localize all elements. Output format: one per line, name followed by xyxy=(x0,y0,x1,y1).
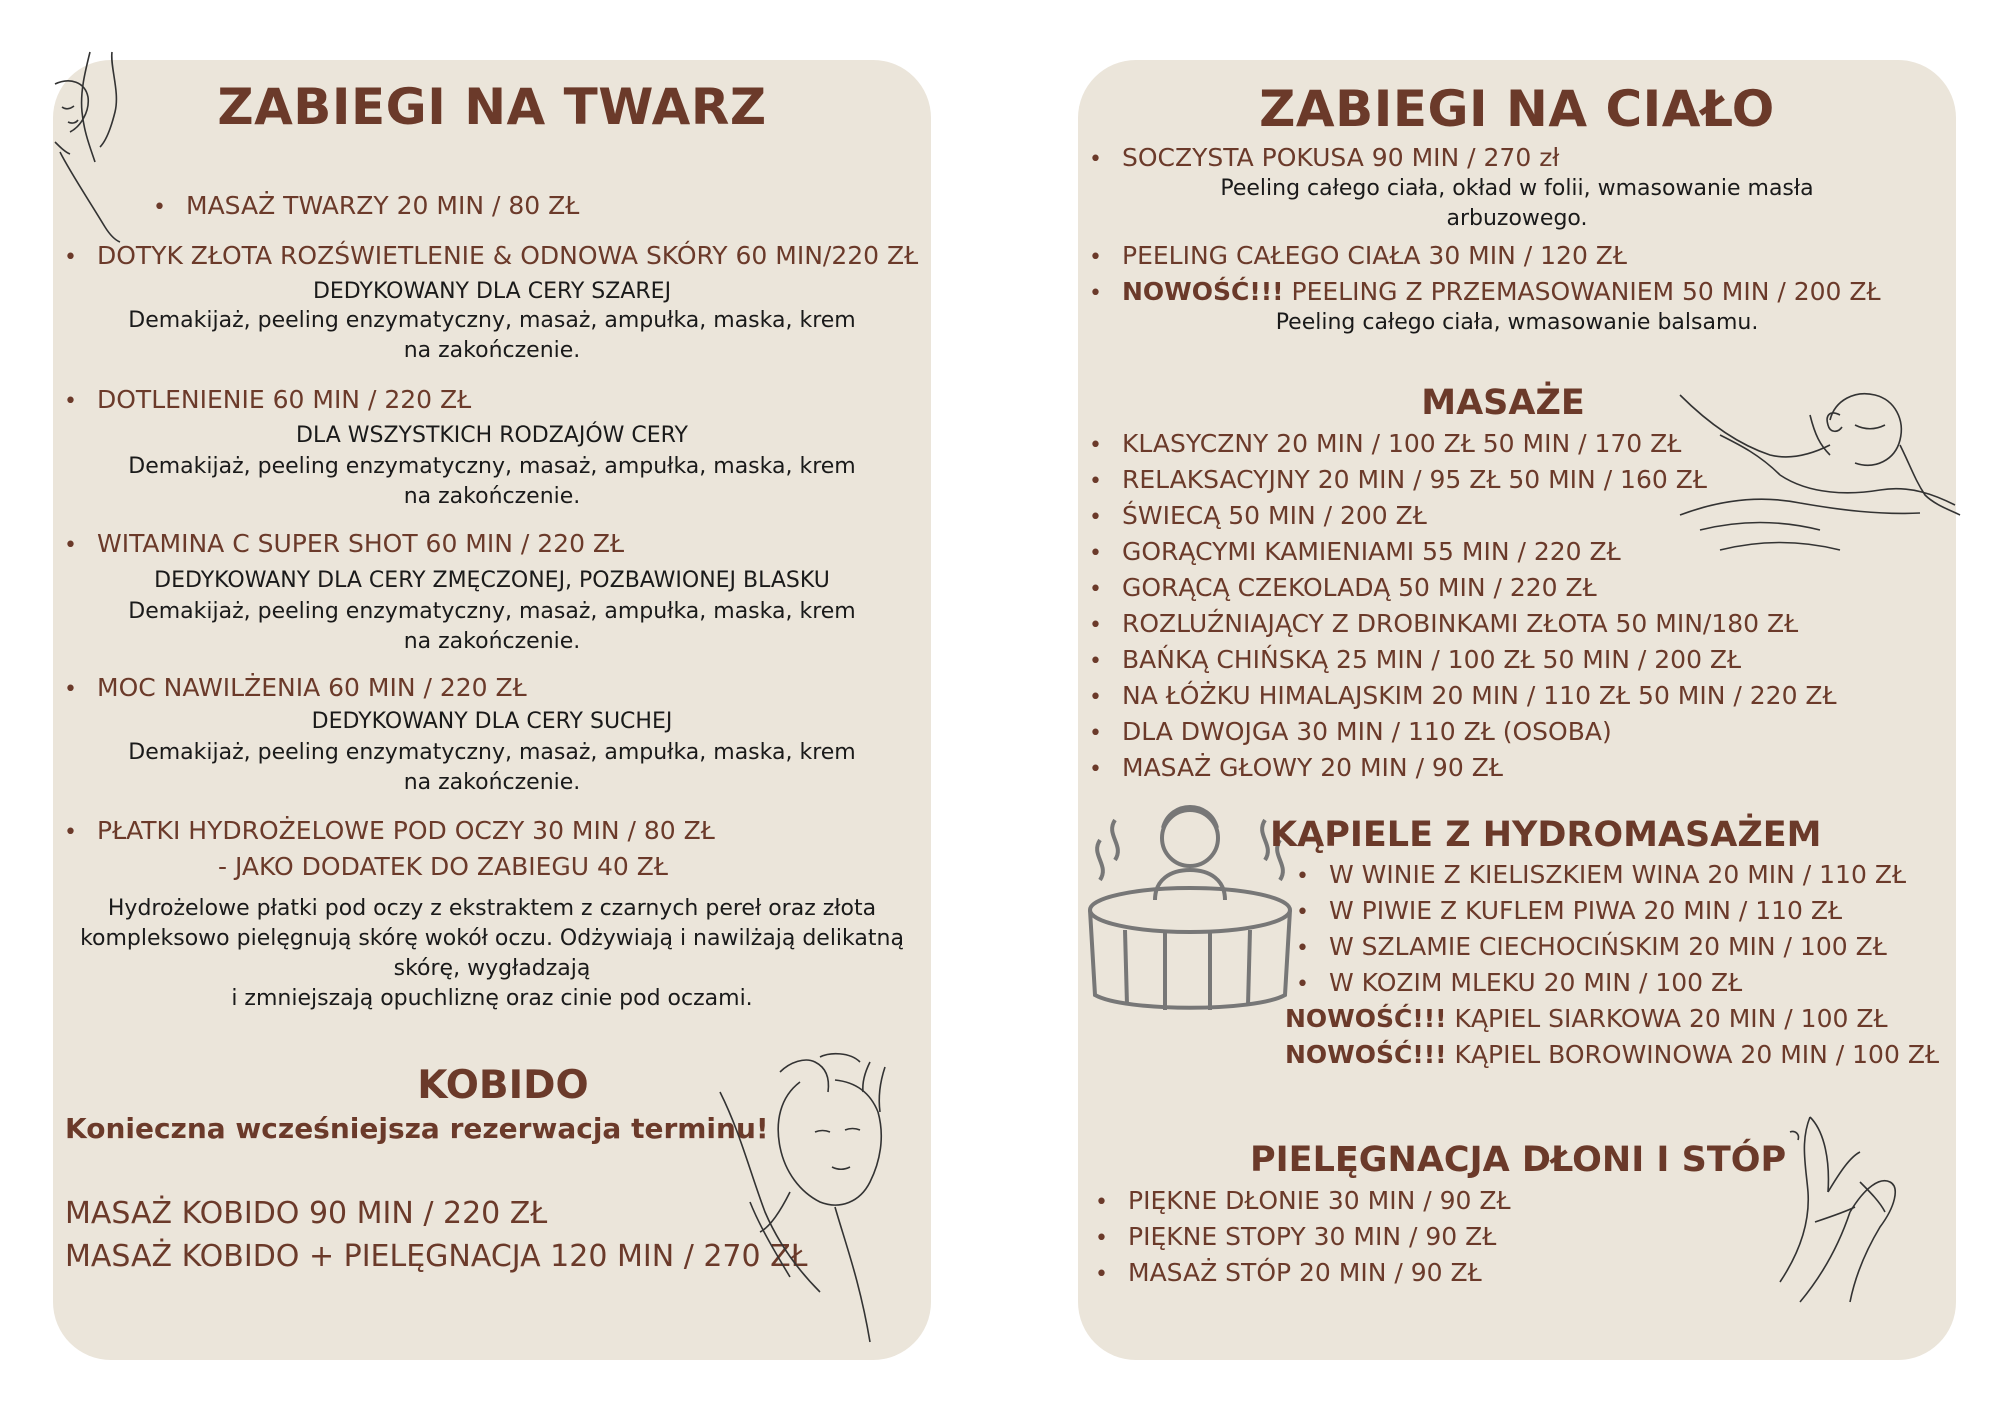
hot-tub-icon xyxy=(1085,790,1295,1024)
list-item: • BAŃKĄ CHIŃSKĄ 25 MIN / 100 ZŁ 50 MIN / 200 ZŁ xyxy=(1089,645,1742,674)
item-description-line: i zmniejszają opuchliznę oraz cinie pod oczami. xyxy=(231,986,753,1011)
list-item: • SOCZYSTA POKUSA 90 MIN / 270 zł xyxy=(1089,143,1560,172)
list-item: • W SZLAMIE CIECHOCIŃSKIM 20 MIN / 100 ZŁ xyxy=(1296,932,1887,961)
list-item: • DOTLENIENIE 60 MIN / 220 ZŁ xyxy=(64,385,472,414)
list-item: • DOTYK ZŁOTA ROZŚWIETLENIE & ODNOWA SKÓRY 60 MIN/220 ZŁ xyxy=(64,241,919,270)
item-description-line: arbuzowego. xyxy=(1446,206,1588,231)
list-item: • PEELING CAŁEGO CIAŁA 30 MIN / 120 ZŁ xyxy=(1089,241,1627,270)
list-item: • NOWOŚĆ!!! PEELING Z PRZEMASOWANIEM 50 MIN / 200 ZŁ xyxy=(1089,277,1881,306)
item-description-line: Peeling całego ciała, wmasowanie balsamu. xyxy=(1275,310,1759,335)
list-item: • W PIWIE Z KUFLEM PIWA 20 MIN / 110 ZŁ xyxy=(1296,896,1843,925)
list-item: • MASAŻ TWARZY 20 MIN / 80 ZŁ xyxy=(153,191,580,220)
kobido-item: MASAŻ KOBIDO 90 MIN / 220 ZŁ xyxy=(65,1196,548,1231)
new-badge: NOWOŚĆ!!! xyxy=(1285,1004,1447,1033)
list-item: • PŁATKI HYDROŻELOWE POD OCZY 30 MIN / 80 ZŁ xyxy=(64,816,715,845)
item-description: Demakijaż, peeling enzymatyczny, masaż, ampułka, maska, krem na zakończenie. xyxy=(128,308,856,363)
list-item: • PIĘKNE DŁONIE 30 MIN / 90 ZŁ xyxy=(1095,1186,1511,1215)
list-item: • GORĄCĄ CZEKOLADĄ 50 MIN / 220 ZŁ xyxy=(1089,573,1597,602)
bath-title: KĄPIELE Z HYDROMASAŻEM xyxy=(1270,815,1822,855)
new-badge: NOWOŚĆ!!! xyxy=(1122,277,1284,306)
massage-back-icon xyxy=(1680,385,1960,574)
list-item: NOWOŚĆ!!! KĄPIEL SIARKOWA 20 MIN / 100 ZŁ xyxy=(1285,1004,1888,1033)
list-item: • W KOZIM MLEKU 20 MIN / 100 ZŁ xyxy=(1296,968,1743,997)
list-item: • ŚWIECĄ 50 MIN / 200 ZŁ xyxy=(1089,501,1427,530)
item-subtitle: DEDYKOWANY DLA CERY SZAREJ xyxy=(312,279,672,304)
list-item: • MOC NAWILŻENIA 60 MIN / 220 ZŁ xyxy=(64,673,527,702)
list-item: • W WINIE Z KIELISZKIEM WINA 20 MIN / 110 ZŁ xyxy=(1296,860,1906,889)
list-item: • ROZLUŹNIAJĄCY Z DROBINKAMI ZŁOTA 50 MIN/180 ZŁ xyxy=(1089,609,1799,638)
massage-title: MASAŻE xyxy=(1421,383,1585,423)
face-title: ZABIEGI NA TWARZ xyxy=(217,78,767,136)
item-description-line: kompleksowo pielęgnują skórę wokół oczu. Odżywiają i nawilżają delikatną xyxy=(80,926,904,951)
body-title: ZABIEGI NA CIAŁO xyxy=(1259,80,1775,138)
item-description-line: Hydrożelowe płatki pod oczy z ekstraktem z czarnych pereł oraz złota xyxy=(107,896,877,921)
list-item: • KLASYCZNY 20 MIN / 100 ZŁ 50 MIN / 170 ZŁ xyxy=(1089,429,1682,458)
list-item: • WITAMINA C SUPER SHOT 60 MIN / 220 ZŁ xyxy=(64,529,625,558)
list-item: NOWOŚĆ!!! KĄPIEL BOROWINOWA 20 MIN / 100 ZŁ xyxy=(1285,1040,1939,1069)
item-description: Demakijaż, peeling enzymatyczny, masaż, ampułka, maska, krem na zakończenie. xyxy=(128,740,856,795)
new-badge: NOWOŚĆ!!! xyxy=(1285,1040,1447,1069)
item-description: Demakijaż, peeling enzymatyczny, masaż, ampułka, maska, krem na zakończenie. xyxy=(128,599,856,654)
kobido-face-icon xyxy=(720,1052,920,1356)
kobido-note: Konieczna wcześniejsza rezerwacja terminu! xyxy=(65,1112,769,1145)
list-item: • RELAKSACYJNY 20 MIN / 95 ZŁ 50 MIN / 160 ZŁ xyxy=(1089,465,1707,494)
item-description-line: skórę, wygładzają xyxy=(393,956,591,981)
item-subtitle: DLA WSZYSTKICH RODZAJÓW CERY xyxy=(296,423,688,448)
list-item: • PIĘKNE STOPY 30 MIN / 90 ZŁ xyxy=(1095,1222,1497,1251)
list-item: • MASAŻ STÓP 20 MIN / 90 ZŁ xyxy=(1095,1258,1482,1287)
item-description: Demakijaż, peeling enzymatyczny, masaż, ampułka, maska, krem na zakończenie. xyxy=(128,454,856,509)
item-subtitle: DEDYKOWANY DLA CERY SUCHEJ xyxy=(311,709,673,734)
list-item: • DLA DWOJGA 30 MIN / 110 ZŁ (OSOBA) xyxy=(1089,717,1612,746)
list-item: • GORĄCYMI KAMIENIAMI 55 MIN / 220 ZŁ xyxy=(1089,537,1621,566)
list-item: • MASAŻ GŁOWY 20 MIN / 90 ZŁ xyxy=(1089,753,1503,782)
item-extra: - JAKO DODATEK DO ZABIEGU 40 ZŁ xyxy=(218,852,668,881)
hands-title: PIELĘGNACJA DŁONI I STÓP xyxy=(1250,1140,1787,1180)
list-item: • NA ŁÓŻKU HIMALAJSKIM 20 MIN / 110 ZŁ 50 MIN / 220 ZŁ xyxy=(1089,681,1837,710)
item-description-line: Peeling całego ciała, okład w folii, wmasowanie masła xyxy=(1220,176,1814,201)
item-subtitle: DEDYKOWANY DLA CERY ZMĘCZONEJ, POZBAWIONEJ BLASKU xyxy=(154,568,830,593)
kobido-title: KOBIDO xyxy=(417,1063,589,1108)
kobido-item: MASAŻ KOBIDO + PIELĘGNACJA 120 MIN / 270 ZŁ xyxy=(65,1239,808,1274)
hands-icon xyxy=(1770,1112,1910,1306)
